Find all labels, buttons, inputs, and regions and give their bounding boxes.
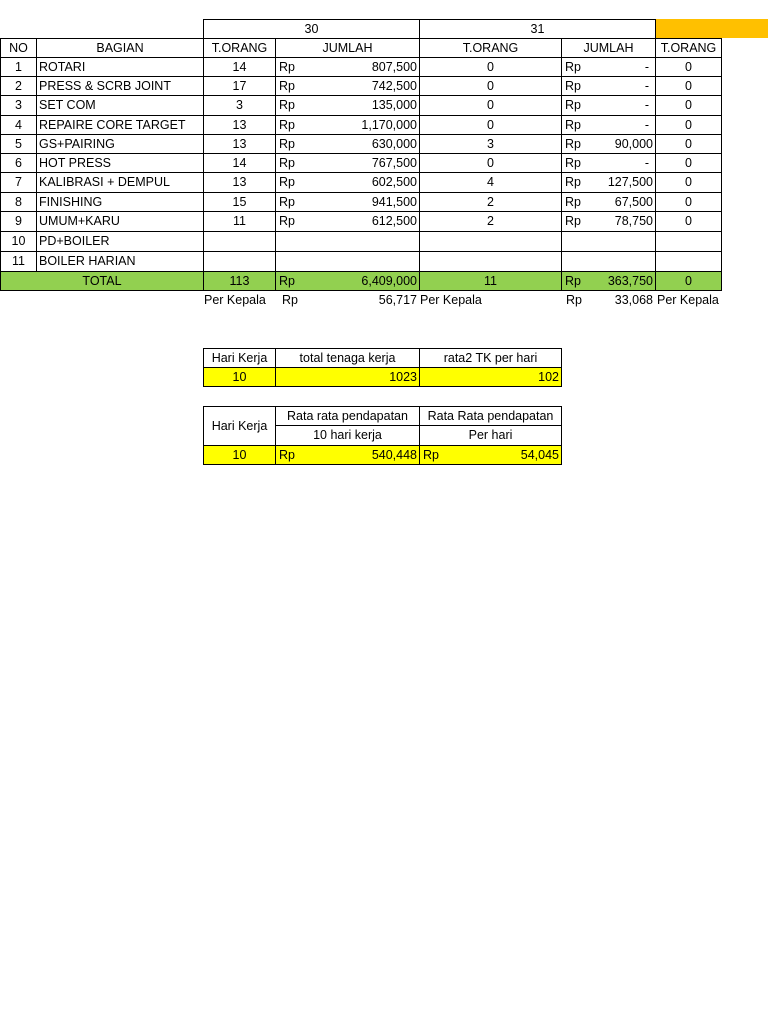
row-jumlah-31-value: - — [644, 117, 649, 132]
currency-label: Rp — [279, 98, 295, 113]
row-jumlah-31-value: - — [644, 59, 649, 74]
row-torang-next: 0 — [685, 214, 692, 229]
row-jumlah-31 — [562, 58, 655, 76]
row-jumlah-30-value: 1,170,000 — [361, 117, 417, 132]
row-jumlah-30-value: 767,500 — [371, 155, 417, 170]
total-torang-30: 113 — [229, 273, 250, 288]
row-jumlah-31-value: 67,500 — [614, 194, 653, 209]
summary2-header-rata-10hari-line2: 10 hari kerja — [313, 428, 382, 443]
row-torang-next: 0 — [685, 175, 692, 190]
row-torang-30 — [204, 232, 275, 251]
currency-label: Rp — [279, 194, 295, 209]
currency-label: Rp — [565, 59, 581, 74]
row-jumlah-31-value: - — [644, 155, 649, 170]
row-jumlah-30-value: 602,500 — [371, 175, 417, 190]
currency-label: Rp — [279, 175, 295, 190]
summary1-rata2-tk-value: 102 — [538, 369, 559, 384]
total-jumlah-30 — [276, 272, 419, 290]
row-torang-next: 0 — [685, 59, 692, 74]
currency-label: Rp — [565, 194, 581, 209]
total-jumlah-30-value: 6,409,000 — [361, 273, 417, 288]
col-header-jumlah-31: JUMLAH — [583, 40, 634, 55]
currency-label: Rp — [565, 175, 581, 190]
per-kepala-currency-31: Rp — [566, 293, 582, 308]
row-jumlah-31 — [562, 135, 655, 153]
row-jumlah-31 — [562, 252, 655, 271]
row-jumlah-30 — [276, 154, 419, 172]
col-header-no: NO — [9, 40, 28, 55]
currency-label: Rp — [279, 117, 295, 132]
row-jumlah-30 — [276, 77, 419, 95]
row-bagian: SET COM — [39, 98, 96, 113]
row-jumlah-31 — [562, 96, 655, 115]
summary1-header-hari-kerja: Hari Kerja — [211, 350, 268, 365]
row-jumlah-30-value: 630,000 — [371, 136, 417, 151]
row-jumlah-31-value: - — [644, 98, 649, 113]
total-jumlah-31-value: 363,750 — [607, 273, 653, 288]
row-bagian: PD+BOILER — [39, 234, 110, 249]
row-no: 2 — [15, 78, 22, 93]
row-torang-next: 0 — [685, 117, 692, 132]
row-no: 10 — [11, 234, 26, 249]
currency-label: Rp — [565, 78, 581, 93]
row-jumlah-31 — [562, 232, 655, 251]
row-torang-next — [656, 252, 721, 271]
currency-label: Rp — [279, 78, 295, 93]
row-jumlah-31 — [562, 212, 655, 231]
row-no: 11 — [12, 254, 25, 269]
summary1-hari-kerja-value: 10 — [232, 369, 247, 384]
row-torang-31: 4 — [487, 175, 494, 190]
row-jumlah-30-value: 941,500 — [371, 194, 417, 209]
currency-label: Rp — [565, 273, 581, 288]
per-kepala-value-30: 56,717 — [378, 293, 417, 308]
row-torang-next: 0 — [685, 194, 692, 209]
row-jumlah-30-value: 612,500 — [371, 214, 417, 229]
row-torang-30: 17 — [232, 78, 247, 93]
row-jumlah-30 — [276, 96, 419, 115]
col-header-jumlah-30: JUMLAH — [322, 40, 373, 55]
currency-label: Rp — [565, 155, 581, 170]
summary2-rata-10hari-value — [276, 446, 419, 464]
row-jumlah-30 — [276, 252, 419, 271]
row-torang-next: 0 — [685, 136, 692, 151]
currency-label: Rp — [565, 136, 581, 151]
currency-label: Rp — [279, 214, 295, 229]
per-kepala-value-31: 33,068 — [614, 293, 653, 308]
row-torang-30: 13 — [232, 136, 247, 151]
summary2-header-rata-perhari-line1: Rata Rata pendapatan — [427, 408, 554, 423]
date-header-30: 30 — [304, 21, 319, 36]
total-torang-31: 11 — [484, 273, 497, 288]
row-bagian: ROTARI — [39, 59, 86, 74]
col-header-bagian: BAGIAN — [96, 40, 144, 55]
row-no: 1 — [15, 59, 22, 74]
row-torang-31 — [420, 252, 561, 271]
row-torang-30 — [204, 252, 275, 271]
row-jumlah-30 — [276, 116, 419, 134]
currency-label: Rp — [279, 136, 295, 151]
total-label: TOTAL — [82, 273, 122, 288]
row-bagian: HOT PRESS — [39, 155, 112, 170]
row-jumlah-31-value: 90,000 — [614, 136, 653, 151]
summary1-header-total-tk: total tenaga kerja — [299, 350, 396, 365]
row-torang-30: 13 — [232, 117, 247, 132]
row-jumlah-31 — [562, 154, 655, 172]
per-kepala-label-31: Per Kepala — [420, 293, 482, 308]
row-jumlah-31 — [562, 173, 655, 192]
row-no: 7 — [15, 175, 22, 190]
row-bagian: PRESS & SCRB JOINT — [39, 78, 171, 93]
row-torang-30: 14 — [232, 59, 247, 74]
col-header-torang-30: T.ORANG — [211, 40, 268, 55]
row-bagian: KALIBRASI + DEMPUL — [39, 175, 170, 190]
summary2-header-rata-10hari-line1: Rata rata pendapatan — [287, 408, 408, 423]
currency-label: Rp — [565, 98, 581, 113]
row-jumlah-30 — [276, 135, 419, 153]
row-jumlah-30 — [276, 232, 419, 251]
row-torang-31: 0 — [487, 78, 494, 93]
row-torang-31: 2 — [487, 214, 494, 229]
per-kepala-label-next: Per Kepala — [657, 293, 719, 308]
summary2-rata-10hari-amount: 540,448 — [371, 447, 417, 462]
row-jumlah-31-value: 78,750 — [614, 214, 653, 229]
currency-label: Rp — [279, 447, 295, 462]
row-torang-30: 11 — [233, 214, 246, 229]
date-header-31: 31 — [530, 21, 545, 36]
col-header-torang-next: T.ORANG — [660, 40, 717, 55]
col-header-torang-31: T.ORANG — [462, 40, 519, 55]
currency-label: Rp — [279, 155, 295, 170]
row-torang-next: 0 — [685, 98, 692, 113]
row-bagian: BOILER HARIAN — [39, 254, 136, 269]
row-torang-31: 2 — [487, 194, 494, 209]
row-torang-31: 0 — [487, 117, 494, 132]
row-bagian: FINISHING — [39, 194, 103, 209]
currency-label: Rp — [423, 447, 439, 462]
header-accent-cell — [656, 19, 768, 38]
row-torang-30: 3 — [236, 98, 243, 113]
row-jumlah-31 — [562, 116, 655, 134]
row-torang-31 — [420, 232, 561, 251]
row-torang-31: 3 — [487, 136, 494, 151]
row-jumlah-30-value: 135,000 — [371, 98, 417, 113]
row-bagian: GS+PAIRING — [39, 136, 115, 151]
currency-label: Rp — [565, 117, 581, 132]
row-bagian: UMUM+KARU — [39, 214, 120, 229]
row-no: 9 — [15, 214, 22, 229]
row-no: 5 — [15, 136, 22, 151]
summary2-header-rata-perhari-line2: Per hari — [468, 428, 513, 443]
currency-label: Rp — [279, 59, 295, 74]
row-jumlah-31 — [562, 193, 655, 211]
row-no: 3 — [15, 98, 22, 113]
total-jumlah-31 — [562, 272, 655, 290]
summary1-total-tk-value: 1023 — [389, 369, 417, 384]
row-jumlah-30 — [276, 173, 419, 192]
row-no: 8 — [15, 194, 22, 209]
summary2-hari-kerja-value: 10 — [232, 447, 247, 462]
row-torang-30: 14 — [232, 155, 247, 170]
row-bagian: REPAIRE CORE TARGET — [39, 117, 186, 132]
summary2-header-hari-kerja: Hari Kerja — [211, 418, 268, 433]
currency-label: Rp — [565, 214, 581, 229]
row-torang-next: 0 — [685, 155, 692, 170]
row-jumlah-30-value: 807,500 — [371, 59, 417, 74]
summary2-rata-perhari-amount: 54,045 — [520, 447, 559, 462]
row-jumlah-30-value: 742,500 — [371, 78, 417, 93]
summary1-header-rata2-tk: rata2 TK per hari — [443, 350, 538, 365]
row-jumlah-30 — [276, 193, 419, 211]
row-jumlah-30 — [276, 58, 419, 76]
per-kepala-label-30: Per Kepala — [204, 293, 266, 308]
currency-label: Rp — [279, 273, 295, 288]
row-torang-31: 0 — [487, 155, 494, 170]
row-torang-next — [656, 232, 721, 251]
row-torang-next: 0 — [685, 78, 692, 93]
row-torang-30: 15 — [232, 194, 247, 209]
row-torang-31: 0 — [487, 59, 494, 74]
row-torang-31: 0 — [487, 98, 494, 113]
row-torang-30: 13 — [232, 175, 247, 190]
per-kepala-currency-30: Rp — [282, 293, 298, 308]
row-jumlah-31-value: - — [644, 78, 649, 93]
summary2-rata-perhari-value — [420, 446, 561, 464]
row-jumlah-31 — [562, 77, 655, 95]
row-jumlah-30 — [276, 212, 419, 231]
row-jumlah-31-value: 127,500 — [607, 175, 653, 190]
row-no: 6 — [15, 155, 22, 170]
row-no: 4 — [15, 117, 22, 132]
total-torang-next: 0 — [685, 273, 692, 288]
